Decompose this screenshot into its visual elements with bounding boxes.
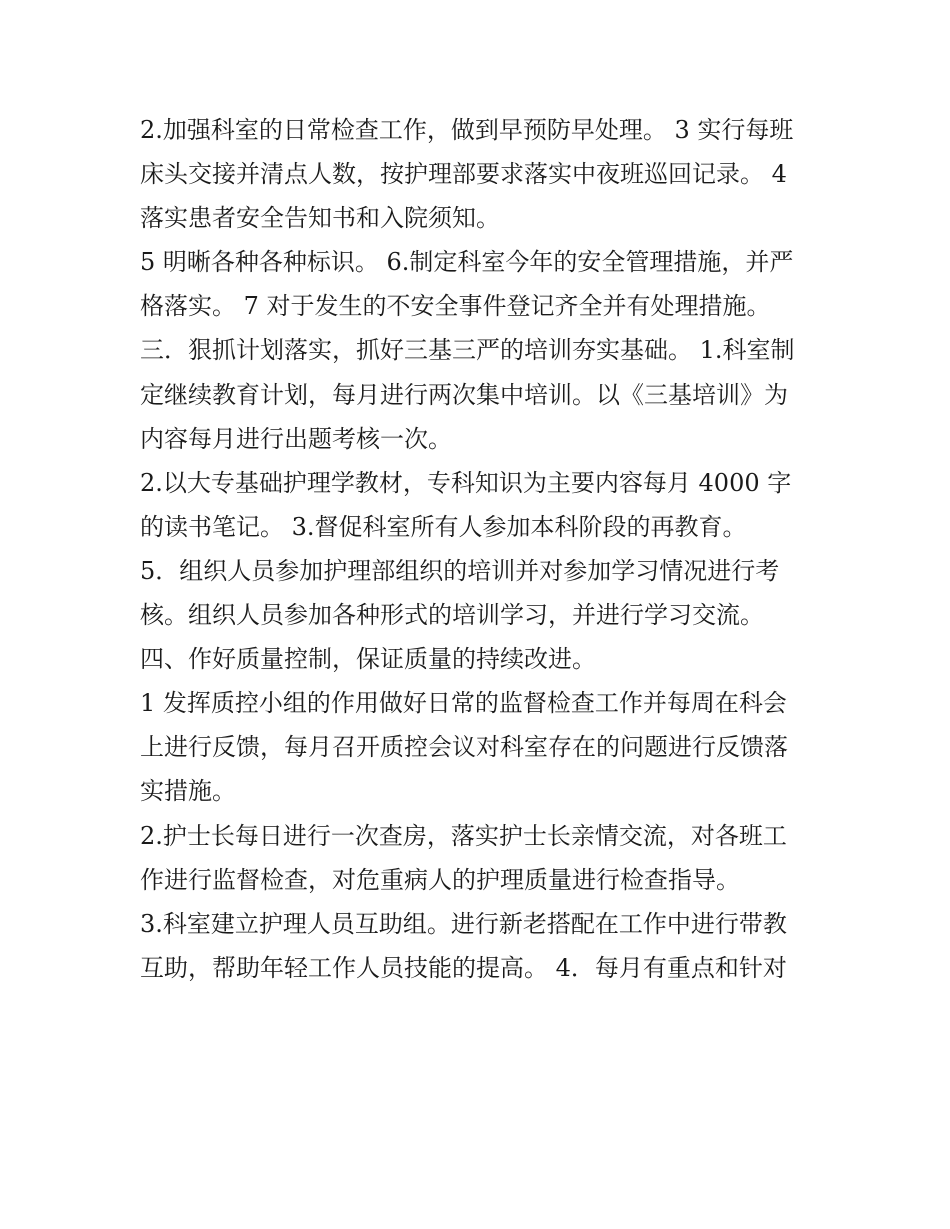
text-line-18: 作进行监督检查，对危重病人的护理质量进行检查指导。 xyxy=(140,865,740,894)
text-line-12: 核。组织人员参加各种形式的培训学习，并进行学习交流。 xyxy=(140,601,764,630)
text-line-16: 实措施。 xyxy=(140,777,236,806)
text-line-11: 5．组织人员参加护理部组织的培训并对参加学习情况进行考 xyxy=(140,556,780,585)
text-line-8: 内容每月进行出题考核一次。 xyxy=(140,424,452,453)
text-line-17: 2.护士长每日进行一次查房，落实护士长亲情交流，对各班工 xyxy=(140,821,787,850)
text-line-14: 1 发挥质控小组的作用做好日常的监督检查工作并每周在科会 xyxy=(140,689,787,718)
text-line-10: 的读书笔记。 3.督促科室所有人参加本科阶段的再教育。 xyxy=(140,512,747,541)
text-line-1: 2.加强科室的日常检查工作，做到早预防早处理。 3 实行每班 xyxy=(140,116,794,144)
text-line-9: 2.以大专基础护理学教材，专科知识为主要内容每月 4000 字 xyxy=(140,468,792,497)
text-line-5: 格落实。 7 对于发生的不安全事件登记齐全并有处理措施。 xyxy=(140,292,771,321)
text-line-2: 床头交接并清点人数，按护理部要求落实中夜班巡回记录。 4 xyxy=(140,160,787,189)
text-line-15: 上进行反馈，每月召开质控会议对科室存在的问题进行反馈落 xyxy=(140,733,788,762)
text-line-20: 互助，帮助年轻工作人员技能的提高。 4．每月有重点和针对 xyxy=(140,953,787,982)
text-line-3: 落实患者安全告知书和入院须知。 xyxy=(140,204,500,233)
document-body xyxy=(140,108,820,990)
text-line-13: 四、作好质量控制，保证质量的持续改进。 xyxy=(140,645,596,674)
text-line-7: 定继续教育计划，每月进行两次集中培训。以《三基培训》为 xyxy=(140,380,788,409)
text-line-19: 3.科室建立护理人员互助组。进行新老搭配在工作中进行带教 xyxy=(140,909,787,938)
text-line-4: 5 明晰各种各种标识。 6.制定科室今年的安全管理措施，并严 xyxy=(140,248,794,277)
text-line-6: 三．狠抓计划落实，抓好三基三严的培训夯实基础。 1.科室制 xyxy=(140,336,795,365)
